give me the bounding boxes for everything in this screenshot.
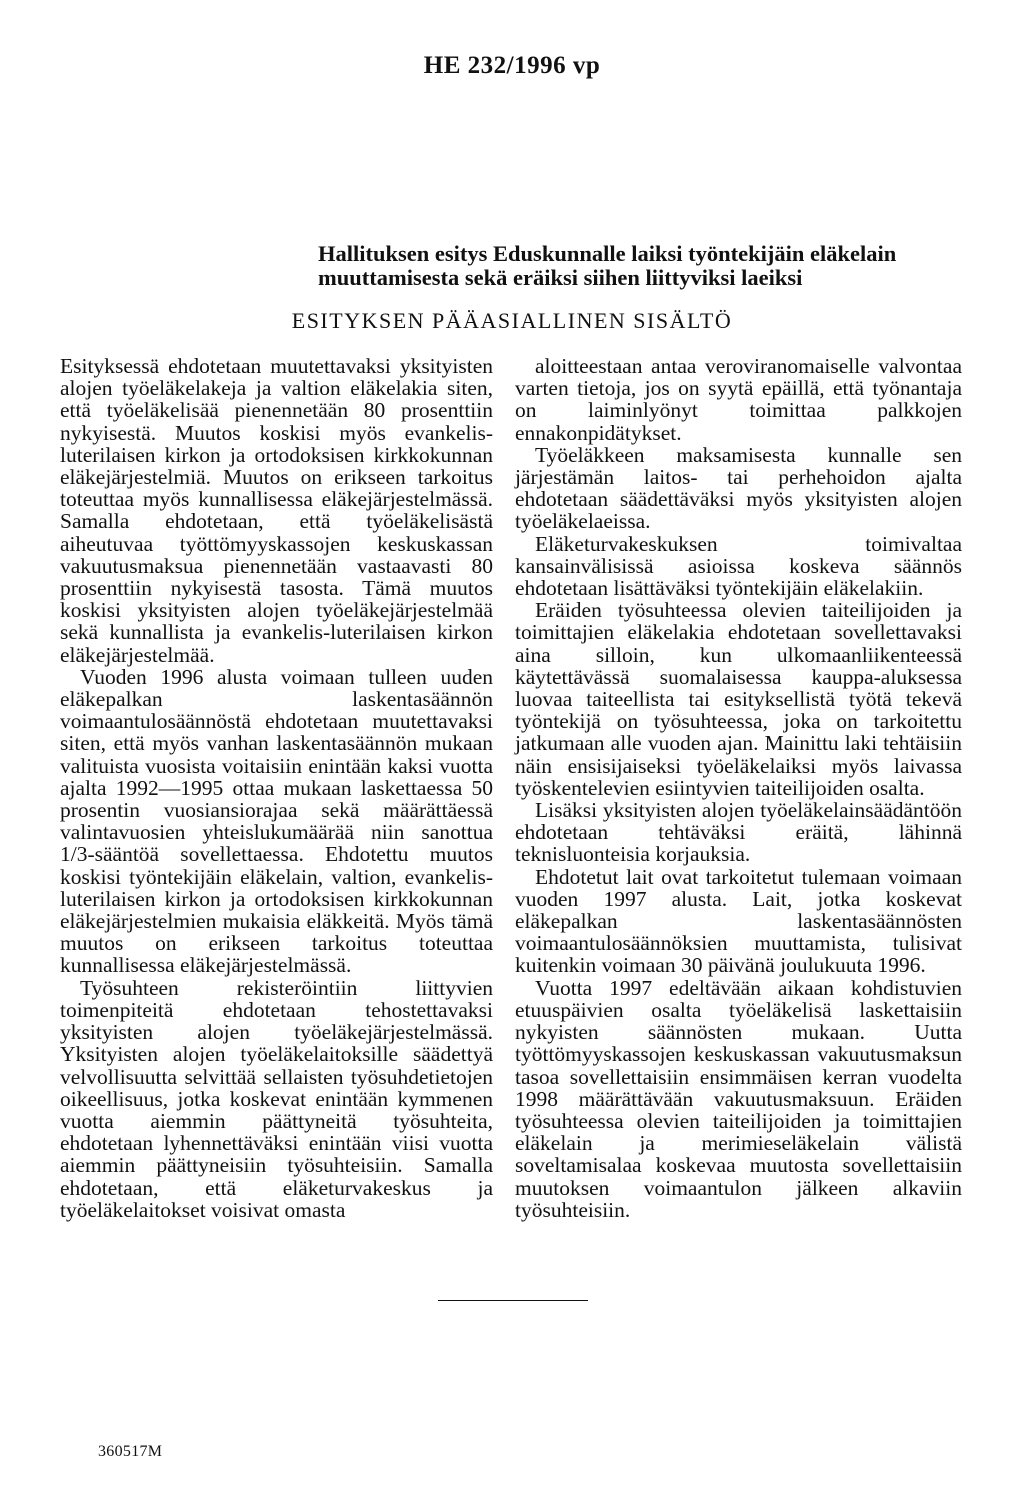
left-paragraph-2: Vuoden 1996 alusta voimaan tulleen uuden eläkepalkan laskentasäännön voimaantulosäännöstä ehdotetaan muutettavaksi siten, että myös vanhan laskentasäännön mukaan valituista vuosista voitaisiin enintään kaksi vuotta ajalta 1992—1995 ottaa mukaan laskettaessa 50 prosentin vuosiansiorajaa sekä määrättäessä valintavuosien yhteislukumäärää niin sanottua 1/3-sääntöä sovellettaessa. Ehdotettu muutos koskisi työntekijäin eläkelain, valtion, evankelis-luterilaisen kirkon ja ortodoksisen kirkkokunnan eläkejärjestelmien mukaisia eläkkeitä. Myös tämä muutos on erikseen tarkoitus toteuttaa kunnallisessa eläkejärjestelmässä.	[60, 664, 493, 978]
left-text-column	[60, 355, 493, 1221]
document-id: HE 232/1996 vp	[423, 52, 601, 79]
right-paragraph-2: Työeläkkeen maksamisesta kunnalle sen järjestämän laitos- tai perhehoidon ajalta ehdotetaan säädettäväksi myös yksityisten alojen työeläkelaeissa.	[515, 442, 962, 534]
left-paragraph-1: Esityksessä ehdotetaan muutettavaksi yksityisten alojen työeläkelakeja ja valtion eläkelakia siten, että työeläkelisää pienennetään 80 prosenttiin nykyisestä. Muutos koskisi myös evankelis-luterilaisen kirkon ja ortodoksisen kirkkokunnan eläkejärjestelmiä. Muutos on erikseen tarkoitus toteuttaa myös kunnallisessa eläkejärjestelmässä. Samalla ehdotetaan, että työeläkelisästä aiheutuvaa työttömyyskassojen keskuskassan vakuutusmaksua pienennetään vastaavasti 80 prosenttiin nykyisestä tasosta. Tämä muutos koskisi yksityisten alojen työeläkejärjestelmää sekä kunnallista ja evankelis-luterilaisen kirkon eläkejärjestelmää.	[60, 354, 493, 667]
title-line-2: muuttamisesta sekä eräiksi siihen liittyviksi laeiksi	[318, 265, 803, 290]
print-code: 360517M	[98, 1443, 163, 1460]
document-title	[318, 242, 974, 290]
right-text-column	[515, 355, 962, 1221]
section-heading: ESITYKSEN PÄÄASIALLINEN SISÄLTÖ	[291, 308, 733, 333]
left-paragraph-3: Työsuhteen rekisteröintiin liittyvien toimenpiteitä ehdotetaan tehostettavaksi yksityisten alojen työeläkejärjestelmässä. Yksityisten alojen työeläkelaitoksille säädettyä velvollisuutta selvittää sellaisten työsuhdetietojen oikeellisuus, jotka koskevat enintään kymmenen vuotta aiemmin päättyneitä työsuhteita, ehdotetaan lyhennettäväksi enintään viisi vuotta aiemmin päättyneisiin työsuhteisiin. Samalla ehdotetaan, että eläketurvakeskus ja työeläkelaitokset voisivat omasta	[60, 975, 493, 1222]
title-line-1: Hallituksen esitys Eduskunnalle laiksi työntekijäin eläkelain	[318, 241, 897, 266]
end-divider	[438, 1300, 588, 1301]
right-paragraph-6: Ehdotetut lait ovat tarkoitetut tulemaan voimaan vuoden 1997 alusta. Lait, jotka koskevat eläkepalkan laskentasäännösten voimaantulosäännöksien muuttamista, tulisivat kuitenkin voimaan 30 päivänä joulukuuta 1996.	[515, 864, 962, 978]
right-paragraph-7: Vuotta 1997 edeltävään aikaan kohdistuvien etuuspäivien osalta työeläkelisä laskettaisiin nykyisten säännösten mukaan. Uutta työttömyyskassojen keskuskassan vakuutusmaksun tasoa sovellettaisiin ensimmäisen kerran vuodelta 1998 määrättävään vakuutusmaksuun. Eräiden työsuhteessa olevien taiteilijoiden ja toimittajien eläkelain ja merimieseläkelain välistä soveltamisalaa koskevaa muutosta sovellettaisiin muutoksen voimaantulon jälkeen alkaviin työsuhteisiin.	[515, 975, 962, 1222]
right-paragraph-4: Eräiden työsuhteessa olevien taiteilijoiden ja toimittajien eläkelakia ehdotetaan sovellettavaksi aina silloin, kun ulkomaanliikenteessä käytettävässä suomalaisessa kauppa-aluksessa luovaa taiteellista tai esityksellistä työtä tekevä työntekijä on työsuhteessa, joka on tarkoitettu jatkumaan alle vuoden ajan. Mainittu laki tehtäisiin näin ensisijaiseksi työeläkelaiksi myös laivassa työskentelevien esiintyvien taiteilijoiden osalta.	[515, 598, 962, 800]
right-paragraph-3: Eläketurvakeskuksen toimivaltaa kansainvälisissä asioissa koskeva säännös ehdotetaan lisättäväksi työntekijäin eläkelakiin.	[515, 531, 962, 601]
right-paragraph-1: aloitteestaan antaa veroviranomaiselle valvontaa varten tietoja, jos on syytä epäillä, että työnantaja on laiminlyönyt toimittaa palkkojen ennakonpidätykset.	[515, 354, 962, 445]
right-paragraph-5: Lisäksi yksityisten alojen työeläkelainsäädäntöön ehdotetaan tehtäväksi eräitä, lähinnä teknisluonteisia korjauksia.	[515, 798, 962, 867]
